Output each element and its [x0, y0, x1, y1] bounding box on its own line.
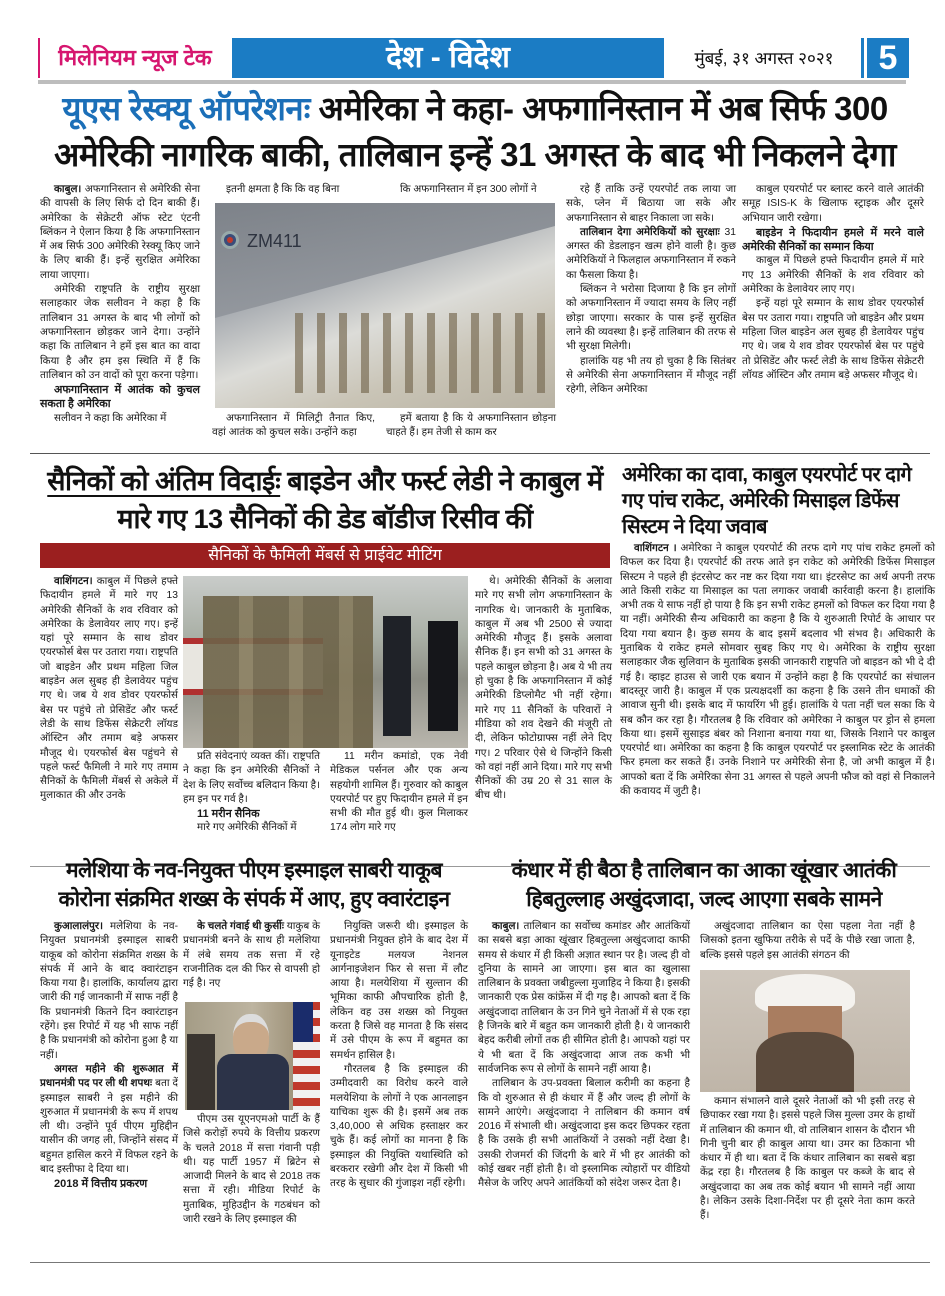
paragraph-lead: वाशिंगटन । — [634, 543, 677, 554]
article-1-headline — [30, 86, 920, 178]
paragraph — [212, 412, 375, 441]
article-2-subheadline-banner: सैनिकों के फैमिली मेंबर्स से प्राईवेट मीटिंग — [40, 543, 610, 568]
paragraph-text: मारे गए अमेरिकी सैनिकों में — [197, 822, 297, 834]
paragraph-lead: के चलते गंवाई थी कुर्सीः — [197, 921, 284, 932]
paragraph — [40, 412, 200, 426]
paragraph-text: अमेरिका ने काबुल एयरपोर्ट की तरफ दागे गए पांच राकेट हमलों को विफल कर दिया है। एयरपोर्ट की तरफ आते इन राकेट को अमेरिकी डिफेंस मिसाइल सिस्टम ने पहले ही इंटरसेप्ट कर नष्ट कर दिया गया था। इंटरसेप्ट का अर्थ अपनी तरफ आते किसी राकेट या मिसाइल का पता लगाकर जवाबी कार्रवाही करना है। हालांकि अभी तक ये साफ नहीं हो पाया है कि इन सभी राकेट हमलों को विफल कर दिया गया है या नहीं। अमेरिकी सैन्य अधिकारी का कहना है कि ये शुरुआती रिपोर्ट के आधार पर दिया गया बयान है। कुछ समय के बाद इसमें बदलाव भी संभव है। अधिकारी के मुताबिक ये राकेट हमले सोमवार सुबह किए गए थे। अमेरिका के राष्ट्रीय सुरक्षा सलाहकार जैक सुलिवान के मुताबिक इसकी जानकारी राष्ट्रपति जो बाइडन को भी दे दी गई है। व्हाइट हाउस से जारी एक बयान में उन्होंने कहा है कि एयरपोर्ट का संचालन बादस्तूर जारी है। काबुल में एक प्रत्यक्षदर्शी का कहना है कि उसने तीन धमाकों की आवाज सुनी थी। इसके बाद में फायरिंग भी हुई। हालांकि ये पता नहीं चल सका कि ये सब कौन कर रहा है। गौरतलब है कि रविवार को अमेरिका ने काबुल पर ड्रोन से हमला किया था। इसमें सुसाइड बंबर को निशाना बनाया गया था, जिसके निशाने पर काबुल एयरपोर्ट था। अमेरिका का कहना है कि काबुल एयरपोर्ट पर इस्लामिक स्टेट के आतंकी फिर हमला कर सकते हैं। उनके निशाने पर अमेरिकी सेना है, जो अभी काबुल में है। आपको बता दें कि अमेरिका सेना 31 अगस्त से पहले अपनी फौज को वहां से निकालने की कवायद में जुटी है। — [620, 543, 935, 798]
subheading: अफगानिस्तान में आतंक को कुचल सकता है अमेरिका — [40, 384, 200, 411]
article-1-column-1 — [40, 183, 200, 426]
paragraph — [742, 183, 924, 226]
paragraph — [386, 412, 556, 441]
paragraph-text: कि अफगानिस्तान में इन 300 लोगों ने — [400, 184, 537, 195]
article-5-column-1 — [478, 920, 690, 1192]
paragraph — [183, 750, 320, 807]
paragraph — [478, 1077, 690, 1191]
paragraph-text: इतनी क्षमता है कि कि वह बिना — [226, 184, 340, 195]
paragraph — [700, 1095, 915, 1224]
paragraph-text: हमें बताया है कि ये अफगानिस्तान छोड़ना चाहते हैं। हम तेजी से काम कर — [386, 413, 556, 439]
paragraph-lead: वाशिंगटन। — [54, 576, 93, 587]
article-4-column-1 — [40, 920, 178, 1192]
article-2-column-2 — [183, 750, 320, 836]
section-title: देश - विदेश — [232, 38, 664, 78]
photo-malaysia-pm — [185, 1002, 320, 1110]
article-1-column-2-bottom — [212, 412, 375, 441]
paragraph — [330, 1063, 468, 1192]
subheading: 11 मरीन सैनिक — [197, 808, 260, 821]
subheading: 2018 में वित्तीय प्रकरण — [54, 1178, 148, 1191]
article-1-column-3-top — [386, 183, 556, 197]
paragraph — [40, 575, 178, 804]
paragraph — [566, 355, 736, 398]
dateline: मुंबई, ३१ अगस्त २०२१ — [694, 49, 834, 68]
paragraph-text: तालिबान का सर्वोच्च कमांडर और आतंकियों का सबसे बड़ा आका खूंखार हिबतुल्ला अखुंदजादा काफी समय से कंधार में ही किसी अज्ञात स्थान पर है। जल्द ही वो दुनिया के सामने आ जाएगा। इस बात का खुलासा तालिबान के प्रवक्ता जबीहुल्ला मुजाहिद ने किया है। इसकी जानकारी एक प्रेस कांफ्रेंस में दी गइ है। आपको बता दें कि अखुंदजादा तालिबान के उन गिने चुने नेताओं में से एक रहा है जिनके बारे में बहुत कम जानकारी होती है। ये जानकारी बेहद करीबी लोगों तक ही सीमित होती है। आपको यहां पर ये भी बता दें कि अखुंदजादा आज तक कभी भी सार्वजनिक रूप से लोगों के सामने नहीं आया है। — [478, 921, 690, 1075]
paragraph — [183, 821, 320, 835]
article-4-column-2-top — [183, 920, 320, 991]
paragraph-text: नियुक्ति जरूरी थी। इस्माइल के प्रधानमंत्री नियुक्त होने के बाद देश में यूनाइटेड मलयज नेशनल आर्गनाइजेशन फिर से सत्ता में लौट आया है। मलयेशिया में सुल्तान की भूमिका काफी औपचारिक होती है, लेकिन वह उस शख्स को नियुक्त करता है जिसे वह मानता है कि संसद में उसे पीएम के रूप में बहुमत का समर्थन हासिल है। — [330, 921, 468, 1061]
paragraph — [742, 297, 924, 383]
paragraph — [212, 183, 375, 197]
page-bottom-rule — [30, 1262, 930, 1263]
photo-dignified-transfer — [183, 576, 468, 748]
paragraph-text: अमेरिकी राष्ट्रपति के राष्ट्रीय सुरक्षा सलाहकार जेक सलीवन ने कहा है कि तालिबान 31 अगस्त के बाद भी लोगों को अफगानिस्तान छोड़कर जाने देगा। उन्होंने कहा कि तालिबान ने हमें इस बात का वादा किया है और हम इस स्थिति में हैं कि तालिबान को उन वादों को पूरा करना पड़ेगा। — [40, 284, 200, 381]
paragraph-text: अफगानिस्तान से अमेरिकी सेना की वापसी के लिए सिर्फ दो दिन बाकी हैं। अमेरिका के सेक्रेटरी ऑफ स्टेट एंटनी ब्लिंकन ने ऐलान किया है कि अफगानिस्तान में अब सिर्फ 300 अमेरिकी रेस्क्यू किए जाने के लिए बाकी हैं। इन्हें सुरक्षित अमेरिका लाया जाएगा। — [40, 184, 200, 281]
paragraph-text: रहे हैं ताकि उन्हें एयरपोर्ट तक लाया जा सके, प्लेन में बिठाया जा सके और अफगानिस्तान से बाहर निकाला जा सके। — [566, 184, 736, 224]
headline-kicker: यूएस रेस्क्यू ऑपरेशनः — [62, 90, 310, 127]
paragraph-text: काबुल में पिछले हफ्ते फिदायीन हमले में मारे गए 13 अमेरिकी सैनिकों के शव रविवार को अमेरिका के डेलावेयर लाए गए। इन्हें यहां पूरे सम्मान के साथ डोवर एयरफोर्स बेस पर उतारा गया। राष्ट्रपति जो बाइडेन और प्रथम महिला जिल बाइडेन अल सुबह ही डेलावेयर पहुंच गए थे। जब ये शव डोवर एयरफोर्स बेस पर पहुंचे तो प्रेसिडेंट और फर्स्ट लेडी के साथ डिफेंस सेक्रेटरी लॉयड ऑस्टिन और तमाम बड़े अफसर मौजूद थे। एयरफोर्स बेस पहुंचने से पहले फर्स्ट फैमिली ने मारे गए तमाम सैनिकों के फैमिली मेंबर्स से अकेले में मुलाकात की और उनके — [40, 576, 178, 802]
paragraph-text: काबुल में पिछले हफ्ते फिदायीन हमले में मारे गए 13 अमेरिकी सैनिकों के शव रविवार को अमेरिका के डेलावेयर लाए गए। — [742, 255, 924, 296]
subheading: बाइडेन ने फिदायीन हमले में मरने वाले अमेरिकी सैनिकों का सम्मान किया — [742, 226, 924, 254]
paragraph-text: मलेशिया के नव-नियुक्त प्रधानमंत्री इस्माइल साबरी याकूब को कोरोना संक्रमित शख्स के संपर्क में आने के बाद क्वारंटाइन किया गया है। हालांकि, कार्यालय द्वारा जारी की गई जानकानी में साफ नहीं है कि प्रधानमंत्री कितने दिन क्वारंटाइन रहेंगे। इस रिपोर्ट में यह भी साफ नहीं है कि प्रधानमंत्री को कोरोना हुआ है या नहीं। — [40, 921, 178, 1061]
paragraph-text: हालांकि यह भी तय हो चुका है कि सितंबर से अमेरिकी सेना अफगानिस्तान में मौजूद नहीं रहेगी, लेकिन अमेरिका — [566, 355, 736, 396]
aircraft-serial: ZM411 — [247, 231, 302, 251]
paper-name-logo: मिलेनियम न्यूज टेक — [38, 38, 230, 78]
paragraph — [40, 283, 200, 383]
masthead-divider — [38, 80, 906, 84]
paragraph — [620, 542, 935, 799]
article-4-column-3 — [330, 920, 468, 1192]
paragraph — [40, 1063, 178, 1177]
photo-akhundzada — [700, 970, 910, 1092]
headline-kicker: सैनिकों को अंतिम विदाईः — [47, 466, 281, 496]
paragraph-text: अखुंदजादा तालिबान का ऐसा पहला नेता नहीं है जिसको इतना खुफिया तरीके से पर्दे के पीछे रखा जाता है, बल्कि इससे पहले इस आतंकी संगठन की — [700, 921, 915, 961]
article-5-column-2-top — [700, 920, 915, 963]
paragraph-text: थे। अमेरिकी सैनिकों के अलावा मारे गए सभी लोग अफगानिस्तान के नागरिक थे। जानकारी के मुताबिक, काबुल में अब भी 2500 से ज्यादा अमेरिकी मौजूद हैं। इसके अलावा सैनिक हैं। इन सभी को 31 अगस्त के पहले काबुल छोड़ना है। अब ये भी तय हो चुका है कि अफगानिस्तान में कोई अमेरिकी डिप्लोमैट भी नहीं रहेगा। मारे गए 11 सैनिकों के परिवारों ने मीडिया को शव देखने की मंजूरी तो दी, लेकिन फोटोग्राफ्स नहीं लेने दिए गए। 2 परिवार ऐसे थे जिन्होंने किसी को वहां नहीं आने दिया। मारे गए सभी सैनिकों की उम्र 20 से 31 साल के बीच थी। — [475, 576, 612, 802]
paragraph-text: प्रति संवेदनाएं व्यक्त कीं। राष्ट्रपति ने कहा कि इन अमेरिकी सैनिकों ने देश के लिए सर्वोच्च बलिदान किया है। हम इन पर गर्व है। — [183, 751, 320, 805]
paragraph — [330, 750, 468, 836]
paragraph — [478, 920, 690, 1077]
article-1-column-3-bottom — [386, 412, 556, 441]
article-2-headline — [40, 462, 610, 538]
paragraph — [183, 920, 320, 991]
page-number: 5 — [864, 38, 909, 78]
paragraph-lead: काबुल। — [492, 921, 520, 932]
paragraph-text: बता दें इस्माइल साबरी ने इस महीने की शुरुआत में प्रधानमंत्री के रूप में शपथ ली थी। उन्होंने पूर्व पीएम मुहिद्दीन यासीन की जगह ली, जिन्होंने संसद में बहुमत हासिल करने में विफल रहने के बाद इस्तीफा दे दिया था। — [40, 1078, 178, 1176]
article-3-body — [620, 542, 935, 799]
photo-soldiers-boarding-aircraft — [215, 203, 555, 408]
article-2-column-3 — [330, 750, 468, 836]
paragraph-lead: अगस्त महीने की शुरूआत में प्रधानमंत्री पद पर ली थी शपथः — [40, 1063, 178, 1090]
section-divider — [30, 453, 930, 454]
paragraph-text: अफगानिस्तान में मिलिट्री तैनात किए, वहां आतंक को कुचल सके। उन्होंने कहा — [212, 413, 375, 439]
paragraph — [40, 920, 178, 1063]
paragraph-lead: कुआलालंपुर। — [54, 921, 104, 932]
article-5-column-2-bottom — [700, 1095, 915, 1224]
paragraph-lead: तालिबान देगा अमेरिकियों को सुरक्षाः — [580, 226, 720, 238]
paragraph-text: 11 मरीन कमांडो, एक नेवी मेडिकल पर्सनल और एक अन्य सहयोगी शामिल हैं। गुरुवार को काबुल एयरपोर्ट पर हुए फिदायीन हमले में इन सभी की मौत हुई थी। कुल मिलाकर 174 लोग मारे गए — [330, 751, 468, 834]
paragraph — [386, 183, 556, 197]
article-1-column-4 — [566, 183, 736, 397]
paragraph-text: याकुब के प्रधानमंत्री बनने के साथ ही मलेशिया में लंबे समय तक सत्ता में रहे राजनीतिक दल की फिर से वापसी हो गई है। नए — [183, 921, 320, 990]
paragraph-text: 31 अगस्त की डेडलाइन खत्म होने वाली है। कुछ अमेरिकियों ने फिलहाल अफगानिस्तान में रुकने का फैसला किया है। — [566, 226, 736, 281]
headline-text: अमेरिका ने कहा- अफगानिस्तान में अब सिर्फ 300 अमेरिकी नागरिक बाकी, तालिबान इन्हें 31 अगस्त के बाद भी निकलने देगा — [54, 90, 896, 173]
article-2-column-4 — [475, 575, 612, 804]
paragraph — [330, 920, 468, 1063]
headline-text: बाइडेन और फर्स्ट लेडी ने काबुल में मारे गए 13 सैनिकों की डेड बॉडीज रिसीव कीं — [117, 466, 603, 534]
paragraph-text: काबुल एयरपोर्ट पर ब्लास्ट करने वाले आतंकी समूह ISIS-K के खिलाफ स्ट्राइक और दूसरे अभियान जारी रखेगा। — [742, 184, 924, 224]
paragraph — [566, 183, 736, 226]
paragraph-text: ब्लिंकन ने भरोसा दिजाया है कि इन लोगों को अफगानिस्तान में ज्यादा समय के लिए नहीं छोड़ा जाएगा। सरकार के पास इन्हें सुरक्षित लाने की व्यवस्था है। इन्हें तालिबान की तरफ से भी सुरक्षा मिलेगी। — [566, 284, 736, 353]
article-2-column-1 — [40, 575, 178, 804]
paragraph — [40, 183, 200, 283]
paragraph — [566, 226, 736, 283]
paragraph-text: पीएम उस यूएनएमओ पार्टी के हैं जिसे करोड़ों रुपये के वित्तीय प्रकरण के चलते 2018 में सत्ता गंवानी पड़ी थी। यह पार्टी 1957 में ब्रिटेन से आजादी मिलने के बाद से 2018 तक सत्ता में रही। मीडिया रिपोर्ट के मुताबिक, मुहिउद्दीन के गठबंधन को जारी रखने के लिए इस्माइल की — [183, 1114, 320, 1226]
article-1-column-5 — [742, 183, 924, 383]
article-5-headline: कंधार में ही बैठा है तालिबान का आका खूंखार आतंकी हिबतुल्लाह अखुंदजादा, जल्द आएगा सबके सामने — [511, 859, 897, 911]
paragraph-text: इन्हें यहां पूरे सम्मान के साथ डोवर एयरफोर्स बेस पर उतारा गया। राष्ट्रपति जो बाइडेन और प्रथम महिला जिल बाइडेन अल सुबह ही डेलावेयर पहुंच गए थे। जब ये शव डोवर एयरफोर्स बेस पर पहुंचे तो प्रेसिडेंट और फर्स्ट लेडी के साथ डिफेंस सेक्रेटरी लॉयड ऑस्टिन और तमाम बड़े अफसर मौजूद थे। — [742, 298, 924, 381]
article-3-headline: अमेरिका का दावा, काबुल एयरपोर्ट पर दागे गए पांच राकेट, अमेरिकी मिसाइल डिफेंस सिस्टम ने दिया जवाब — [622, 464, 912, 538]
paragraph — [183, 1113, 320, 1227]
paragraph — [742, 254, 924, 297]
article-4-headline: मलेशिया के नव-नियुक्त पीएम इस्माइल साबरी याकूब कोरोना संक्रमित शख्स के संपर्क में आए, हुए क्वारंटाइन — [58, 859, 450, 911]
paragraph-text: सलीवन ने कहा कि अमेरिका में — [54, 412, 167, 424]
paragraph-text: कमान संभालने वाले दूसरे नेताओं को भी इसी तरह से छिपाकर रखा गया है। इससे पहले जिस मुल्ला उमर के हाथों में तालिबान की कमान थी, वो तालिबान शासन के दौरान भी गिनी चुनी बार ही काबुल आया था। उमर का ठिकाना भी कंधार में ही था। बता दें कि कंधार तालिबान का सबसे बड़ा केंद्र रहा है। गौरतलब है कि काबुल पर कब्जे के बाद से अखुंदजादा का अब तक कोई बयान भी सामने नहीं आया है। लेकिन उसके दिशा-निर्देश पर ही दूसरे नेता काम करते हैं। — [700, 1096, 915, 1222]
paragraph-text: तालिबान के उप-प्रवक्ता बिलाल करीमी का कहना है कि वो शुरुआत से ही कंधार में हैं और जल्द ही लोगों के सामने आएंगे। अखुंदजादा ने तालिबान की कमान वर्ष 2016 में संभाली थी। अखुंदजादा इस कदर छिपकर रहता है कि उसके ही सभी आतंकियों ने उसको नहीं देखा है। उसकी रोजमर्रा की जिंदगी के बारे में भी हर आतंकी को कोई खबर नहीं होती है। वो इस्लामिक त्योहारों पर वीडियो मैसेज के जरिए अपने आतंकियों को संदेश जरूर देता है। — [478, 1078, 690, 1190]
article-4-column-2-bottom — [183, 1113, 320, 1227]
article-1-column-2-top — [212, 183, 375, 197]
paragraph — [700, 920, 915, 963]
paragraph — [475, 575, 612, 804]
paragraph-text: गौरतलब है कि इस्माइल की उम्मीदवारी का विरोध करने वाले मलयेशिया के लोगों ने एक आनलाइन याचिका शुरू की है। इसमें अब तक 3,40,000 से अधिक हस्ताक्षर कर चुके हैं। कई लोगों का मानना है कि इस्माइल की नियुक्ति यथास्थिति को बरकरार रखेगी और देश में किसी भी तरह के सुधार की गुंजाइश नहीं रहेगी। — [330, 1063, 468, 1190]
paragraph-lead: काबुल। — [54, 184, 82, 195]
paragraph — [566, 283, 736, 354]
